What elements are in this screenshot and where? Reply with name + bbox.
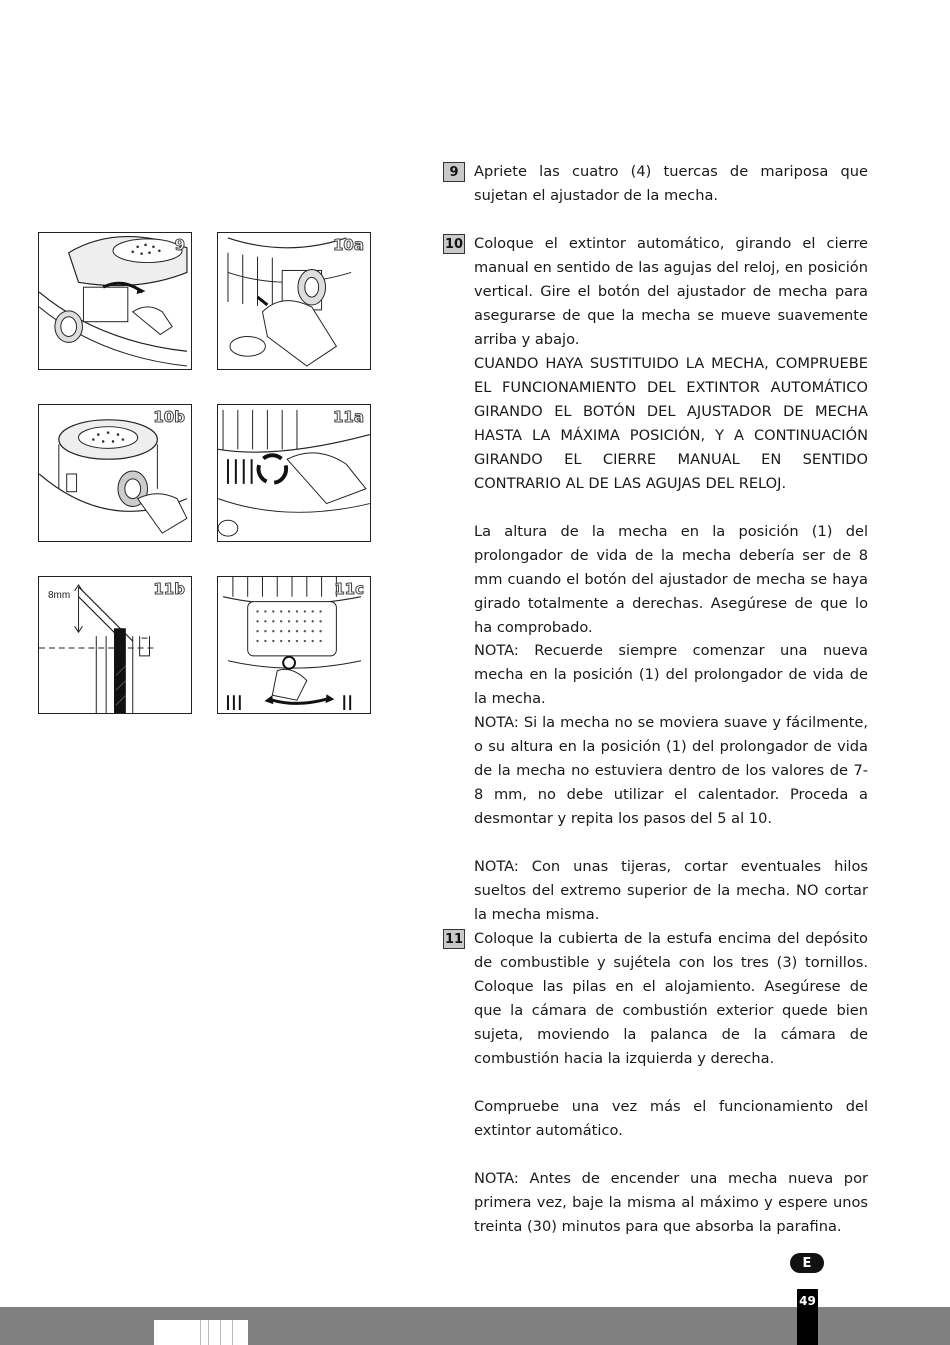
note-1-text: NOTA: Recuerde siempre comenzar una nueva mecha en la posición (1) del prolongador de vida de la mecha. (474, 642, 868, 707)
figure-11c-label: 11c (334, 580, 364, 598)
check-again-text: Compruebe una vez más el funcionamiento del extintor automático. (474, 1098, 868, 1139)
figure-10a (217, 232, 371, 370)
caps-warning-text: CUANDO HAYA SUSTITUIDO LA MECHA, COMPRUEBE EL FUNCIONAMIENTO DEL EXTINTOR AUTOMÁTICO GIRANDO EL BOTÓN DEL AJUSTADOR DE MECHA HASTA LA MÁXIMA POSICIÓN, Y A CONTINUACIÓN GIRANDO EL CIERRE MANUAL EN SENTIDO CONTRARIO AL DE LAS AGUJAS DEL RELOJ. (474, 355, 868, 492)
language-badge: E (790, 1253, 824, 1273)
step-10-text: Coloque el extintor automático, girando el cierre manual en sentido de las agujas del reloj, en posición vertical. Gire el botón del ajustador de mecha para asegurarse de que la mecha se mueve suavemente arriba y abajo. (474, 235, 868, 348)
figure-9-drawing (39, 233, 191, 369)
figure-11a-label: 11a (333, 408, 364, 426)
note-4-text: NOTA: Antes de encender una mecha nueva por primera vez, baje la misma al máximo y espere unos treinta (30) minutos para que absorba la parafina. (474, 1170, 868, 1235)
step-10-number: 10 (443, 234, 465, 254)
step-9-number: 9 (443, 162, 465, 182)
figure-9 (38, 232, 192, 370)
step-11-text: Coloque la cubierta de la estufa encima del depósito de combustible y sujétela con los tres (3) tornillos. Coloque las pilas en el alojamiento. Asegúrese de que la cámara de combustión exterior quede bien sujeta, moviendo la palanca de la cámara de combustión hacia la izquierda y derecha. (474, 930, 868, 1067)
figure-11b (38, 576, 192, 714)
step-9-text: Apriete las cuatro (4) tuercas de mariposa que sujetan el ajustador de la mecha. (474, 163, 868, 204)
figure-11c (217, 576, 371, 714)
footer-white-block (154, 1320, 248, 1345)
figure-10a-label: 10a (333, 236, 364, 254)
figure-10b-label: 10b (153, 408, 185, 426)
figure-11b-label: 11b (153, 580, 185, 598)
page-number: 49 (797, 1289, 818, 1345)
note-2-text: NOTA: Si la mecha no se moviera suave y fácilmente, o su altura en la posición (1) del prolongador de vida de la mecha no estuviera dentro de los valores de 7-8 mm, no debe utilizar el calentador. Proceda a desmontar y repita los pasos del 5 al 10. (474, 714, 868, 827)
note-3-text: NOTA: Con unas tijeras, cortar eventuales hilos sueltos del extremo superior de la mecha. NO cortar la mecha misma. (474, 858, 868, 923)
figure-11a (217, 404, 371, 542)
figure-9-label: 9 (174, 236, 185, 254)
measure-8mm-label: 8mm (48, 590, 71, 601)
step-11-number: 11 (443, 929, 465, 949)
figure-10b (38, 404, 192, 542)
wick-height-text: La altura de la mecha en la posición (1) del prolongador de vida de la mecha debería ser de 8 mm cuando el botón del ajustador de mecha se haya girado totalmente a derechas. Asegúrese de que lo ha comprobado. (474, 523, 868, 636)
